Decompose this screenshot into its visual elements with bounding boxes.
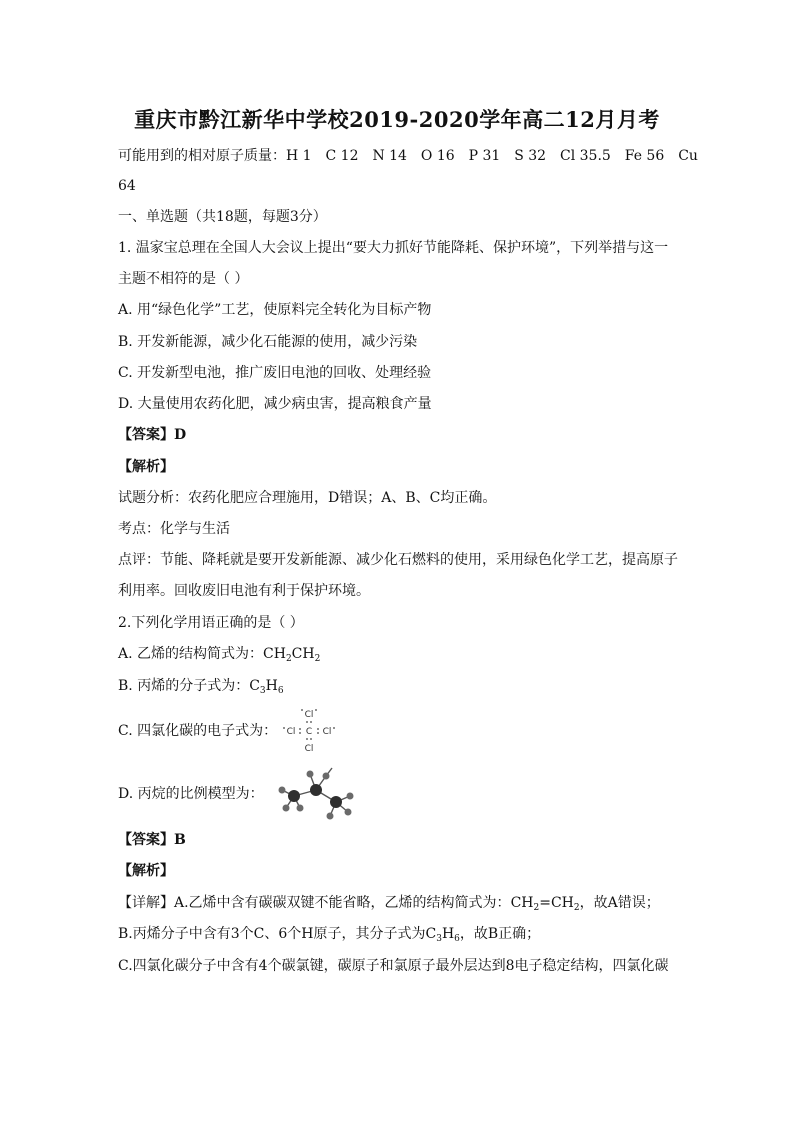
q1-option-a: A. 用“绿色化学”工艺，使原料完全转化为目标产物 bbox=[118, 302, 432, 318]
q2-option-a: A. 乙烯的结构简式为：$CH_2CH_2$ bbox=[118, 646, 321, 664]
q2-detail-b: B.丙烯分子中含有3个C、6个H原子，其分子式为$C_3H_6$，故B正确； bbox=[118, 926, 541, 944]
q1-stem-line1: 1. 温家宝总理在全国人大会议上提出“要大力抓好节能降耗、保护环境”，下列举措与这一 bbox=[118, 240, 669, 256]
ccl4-cl-bottom: Cl bbox=[304, 744, 314, 754]
mass-cu: Cu bbox=[678, 148, 698, 164]
mass-n: N 14 bbox=[372, 148, 407, 164]
q2-stem: 2.下列化学用语正确的是（ ） bbox=[118, 615, 304, 631]
mass-s: S 32 bbox=[514, 148, 547, 164]
ccl4-cl-right: Cl bbox=[322, 727, 332, 737]
q2-analysis-heading: 【解析】 bbox=[118, 863, 174, 879]
section-heading: 一、单选题（共18题，每题3分） bbox=[118, 209, 327, 225]
formula-c3h6-detail: $C_3H_6$ bbox=[425, 926, 460, 944]
ccl4-c-center: C bbox=[305, 727, 313, 737]
formula-ch2ch2: $CH_2CH_2$ bbox=[263, 646, 321, 664]
q1-analysis: 试题分析：农药化肥应合理施用，D错误；A、B、C均正确。 bbox=[118, 490, 497, 506]
atomic-masses-line bbox=[118, 146, 698, 166]
atomic-masses-label: 可能用到的相对原子质量：H 1 bbox=[118, 148, 312, 164]
ccl4-cl-top: Cl bbox=[304, 710, 314, 720]
mass-o: O 16 bbox=[420, 148, 455, 164]
mass-c: C 12 bbox=[325, 148, 359, 164]
q2-answer: 【答案】B bbox=[118, 832, 186, 848]
q2-option-c: C. 四氯化碳的电子式为： bbox=[118, 723, 278, 739]
q2-detail-c: C.四氯化碳分子中含有4个碳氯键，碳原子和氯原子最外层达到8电子稳定结构，四氯化碳 bbox=[118, 958, 669, 974]
mass-cl: Cl 35.5 bbox=[560, 148, 611, 164]
q2-option-b: B. 丙烯的分子式为：$C_3H_6$ bbox=[118, 678, 284, 696]
propane-ball-model-image bbox=[270, 764, 362, 822]
formula-c3h6: $C_3H_6$ bbox=[249, 678, 284, 696]
ccl4-cl-left: Cl bbox=[286, 727, 296, 737]
q1-stem-line2: 主题不相符的是（ ） bbox=[118, 271, 249, 287]
q1-kaodian: 考点：化学与生活 bbox=[118, 521, 230, 537]
mass-p: P 31 bbox=[468, 148, 501, 164]
q2-option-d: D. 丙烷的比例模型为： bbox=[118, 786, 264, 802]
q1-option-b: B. 开发新能源，减少化石能源的使用，减少污染 bbox=[118, 334, 418, 350]
q1-option-c: C. 开发新型电池，推广废旧电池的回收、处理经验 bbox=[118, 365, 432, 381]
q1-dianping-line2: 利用率。回收废旧电池有利于保护环境。 bbox=[118, 583, 370, 599]
page-title: 重庆市黔江新华中学校2019-2020学年高二12月月考 bbox=[134, 107, 660, 132]
ccl4-electron-formula-image bbox=[282, 706, 336, 754]
mass-fe: Fe 56 bbox=[624, 148, 665, 164]
q1-option-d: D. 大量使用农药化肥，减少病虫害，提高粮食产量 bbox=[118, 396, 432, 412]
q2-detail-a: 【详解】A.乙烯中含有碳碳双键不能省略，乙烯的结构简式为：$CH_2=CH_2$，故A错误； bbox=[118, 895, 660, 913]
q1-dianping-line1: 点评：节能、降耗就是要开发新能源、减少化石燃料的使用，采用绿色化学工艺，提高原子 bbox=[118, 552, 678, 568]
q1-answer: 【答案】D bbox=[118, 427, 187, 443]
formula-ch2-eq-ch2: $CH_2=CH_2$ bbox=[510, 895, 580, 913]
q1-analysis-heading: 【解析】 bbox=[118, 459, 174, 475]
mass-cu-value: 64 bbox=[118, 178, 136, 194]
